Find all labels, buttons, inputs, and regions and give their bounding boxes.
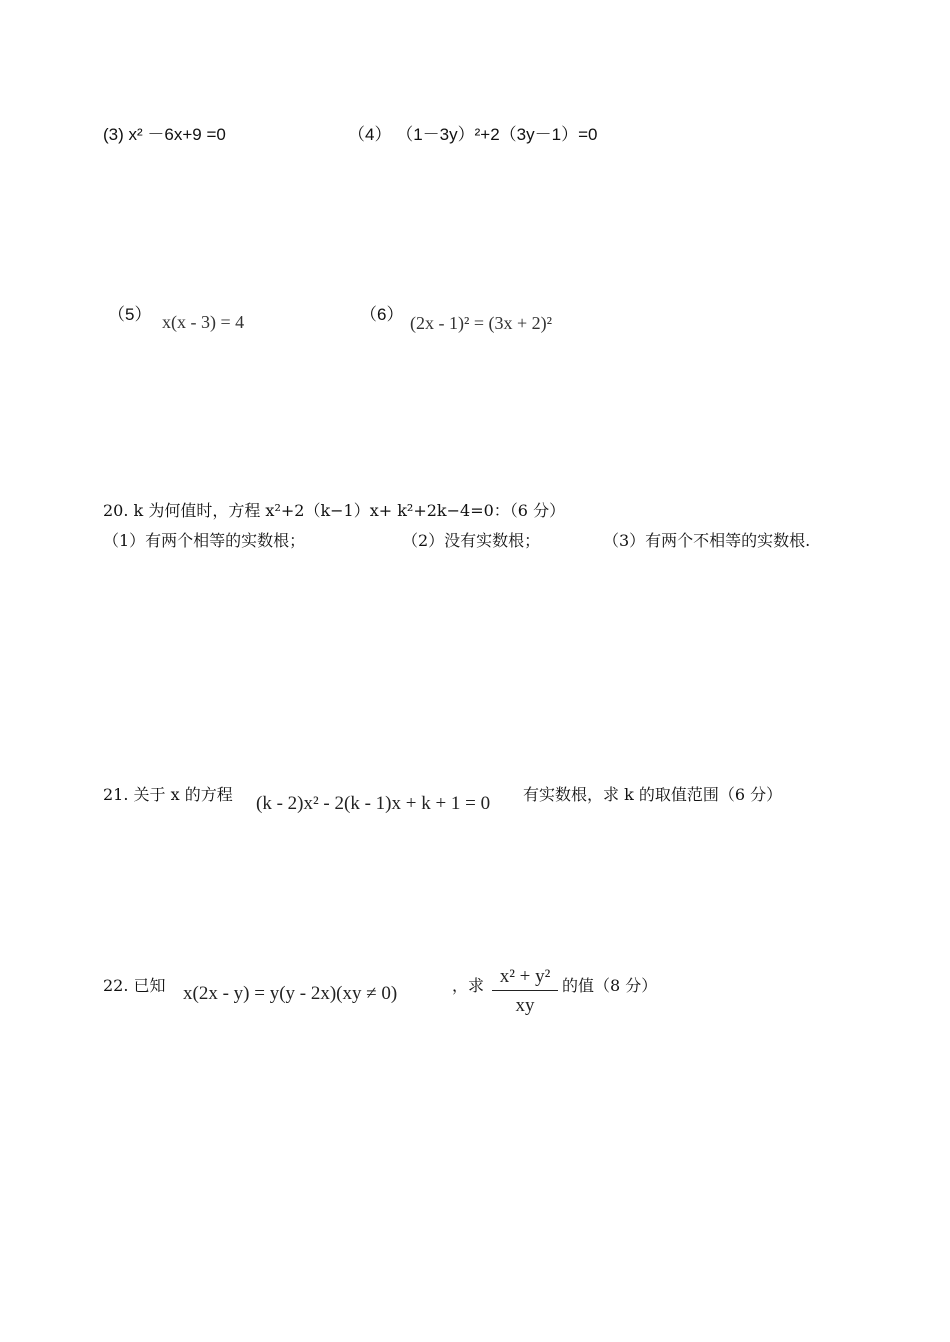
equation-4-text: （1－3y）²+2（3y－1）=0 (396, 125, 598, 144)
question-22-number: 22. (103, 976, 129, 995)
equation-6-label: （6） (360, 305, 404, 324)
question-21-prefix-line (103, 782, 233, 805)
equation-5-text: x(x - 3) = 4 (162, 312, 245, 332)
fraction-numerator: x² + y² (499, 966, 551, 987)
question-20-stem (103, 498, 565, 521)
question-22-prefix-line (103, 973, 166, 996)
question-20-number: 20. (103, 501, 129, 520)
question-20-sub-3: （3）有两个不相等的实数根. (603, 531, 811, 550)
equation-3-label: (3) (103, 125, 124, 144)
equation-3 (103, 120, 226, 145)
question-22-comma: ，求 (452, 976, 485, 995)
question-22-prefix: 已知 (133, 976, 166, 995)
equation-4 (348, 120, 597, 145)
equation-3-text: x² －6x+9 =0 (128, 125, 226, 144)
question-22-suffix: 的值（8 分） (562, 976, 658, 995)
equation-6-text: (2x - 1)² = (3x + 2)² (410, 313, 553, 333)
question-20-sub-2: （2）没有实数根； (402, 531, 541, 550)
question-21-prefix: 关于 x 的方程 (133, 785, 233, 804)
question-21-number: 21. (103, 785, 129, 804)
fraction-bar (492, 990, 558, 991)
fraction-denominator: xy (515, 995, 535, 1016)
question-20-text: k 为何值时，方程 x²+2（k−1）x+ k²+2k−4=0：（6 分） (133, 501, 566, 520)
equation-5-label: （5） (108, 305, 152, 324)
question-21-equation: (k - 2)x² - 2(k - 1)x + k + 1 = 0 (256, 793, 491, 814)
question-22-condition: x(2x - y) = y(y - 2x)(xy ≠ 0) (183, 983, 398, 1004)
question-21-suffix: 有实数根，求 k 的取值范围（6 分） (523, 785, 783, 804)
question-22-fraction (492, 966, 558, 1017)
question-20-sub-1: （1）有两个相等的实数根； (103, 531, 306, 550)
equation-4-label: （4） (348, 125, 392, 144)
